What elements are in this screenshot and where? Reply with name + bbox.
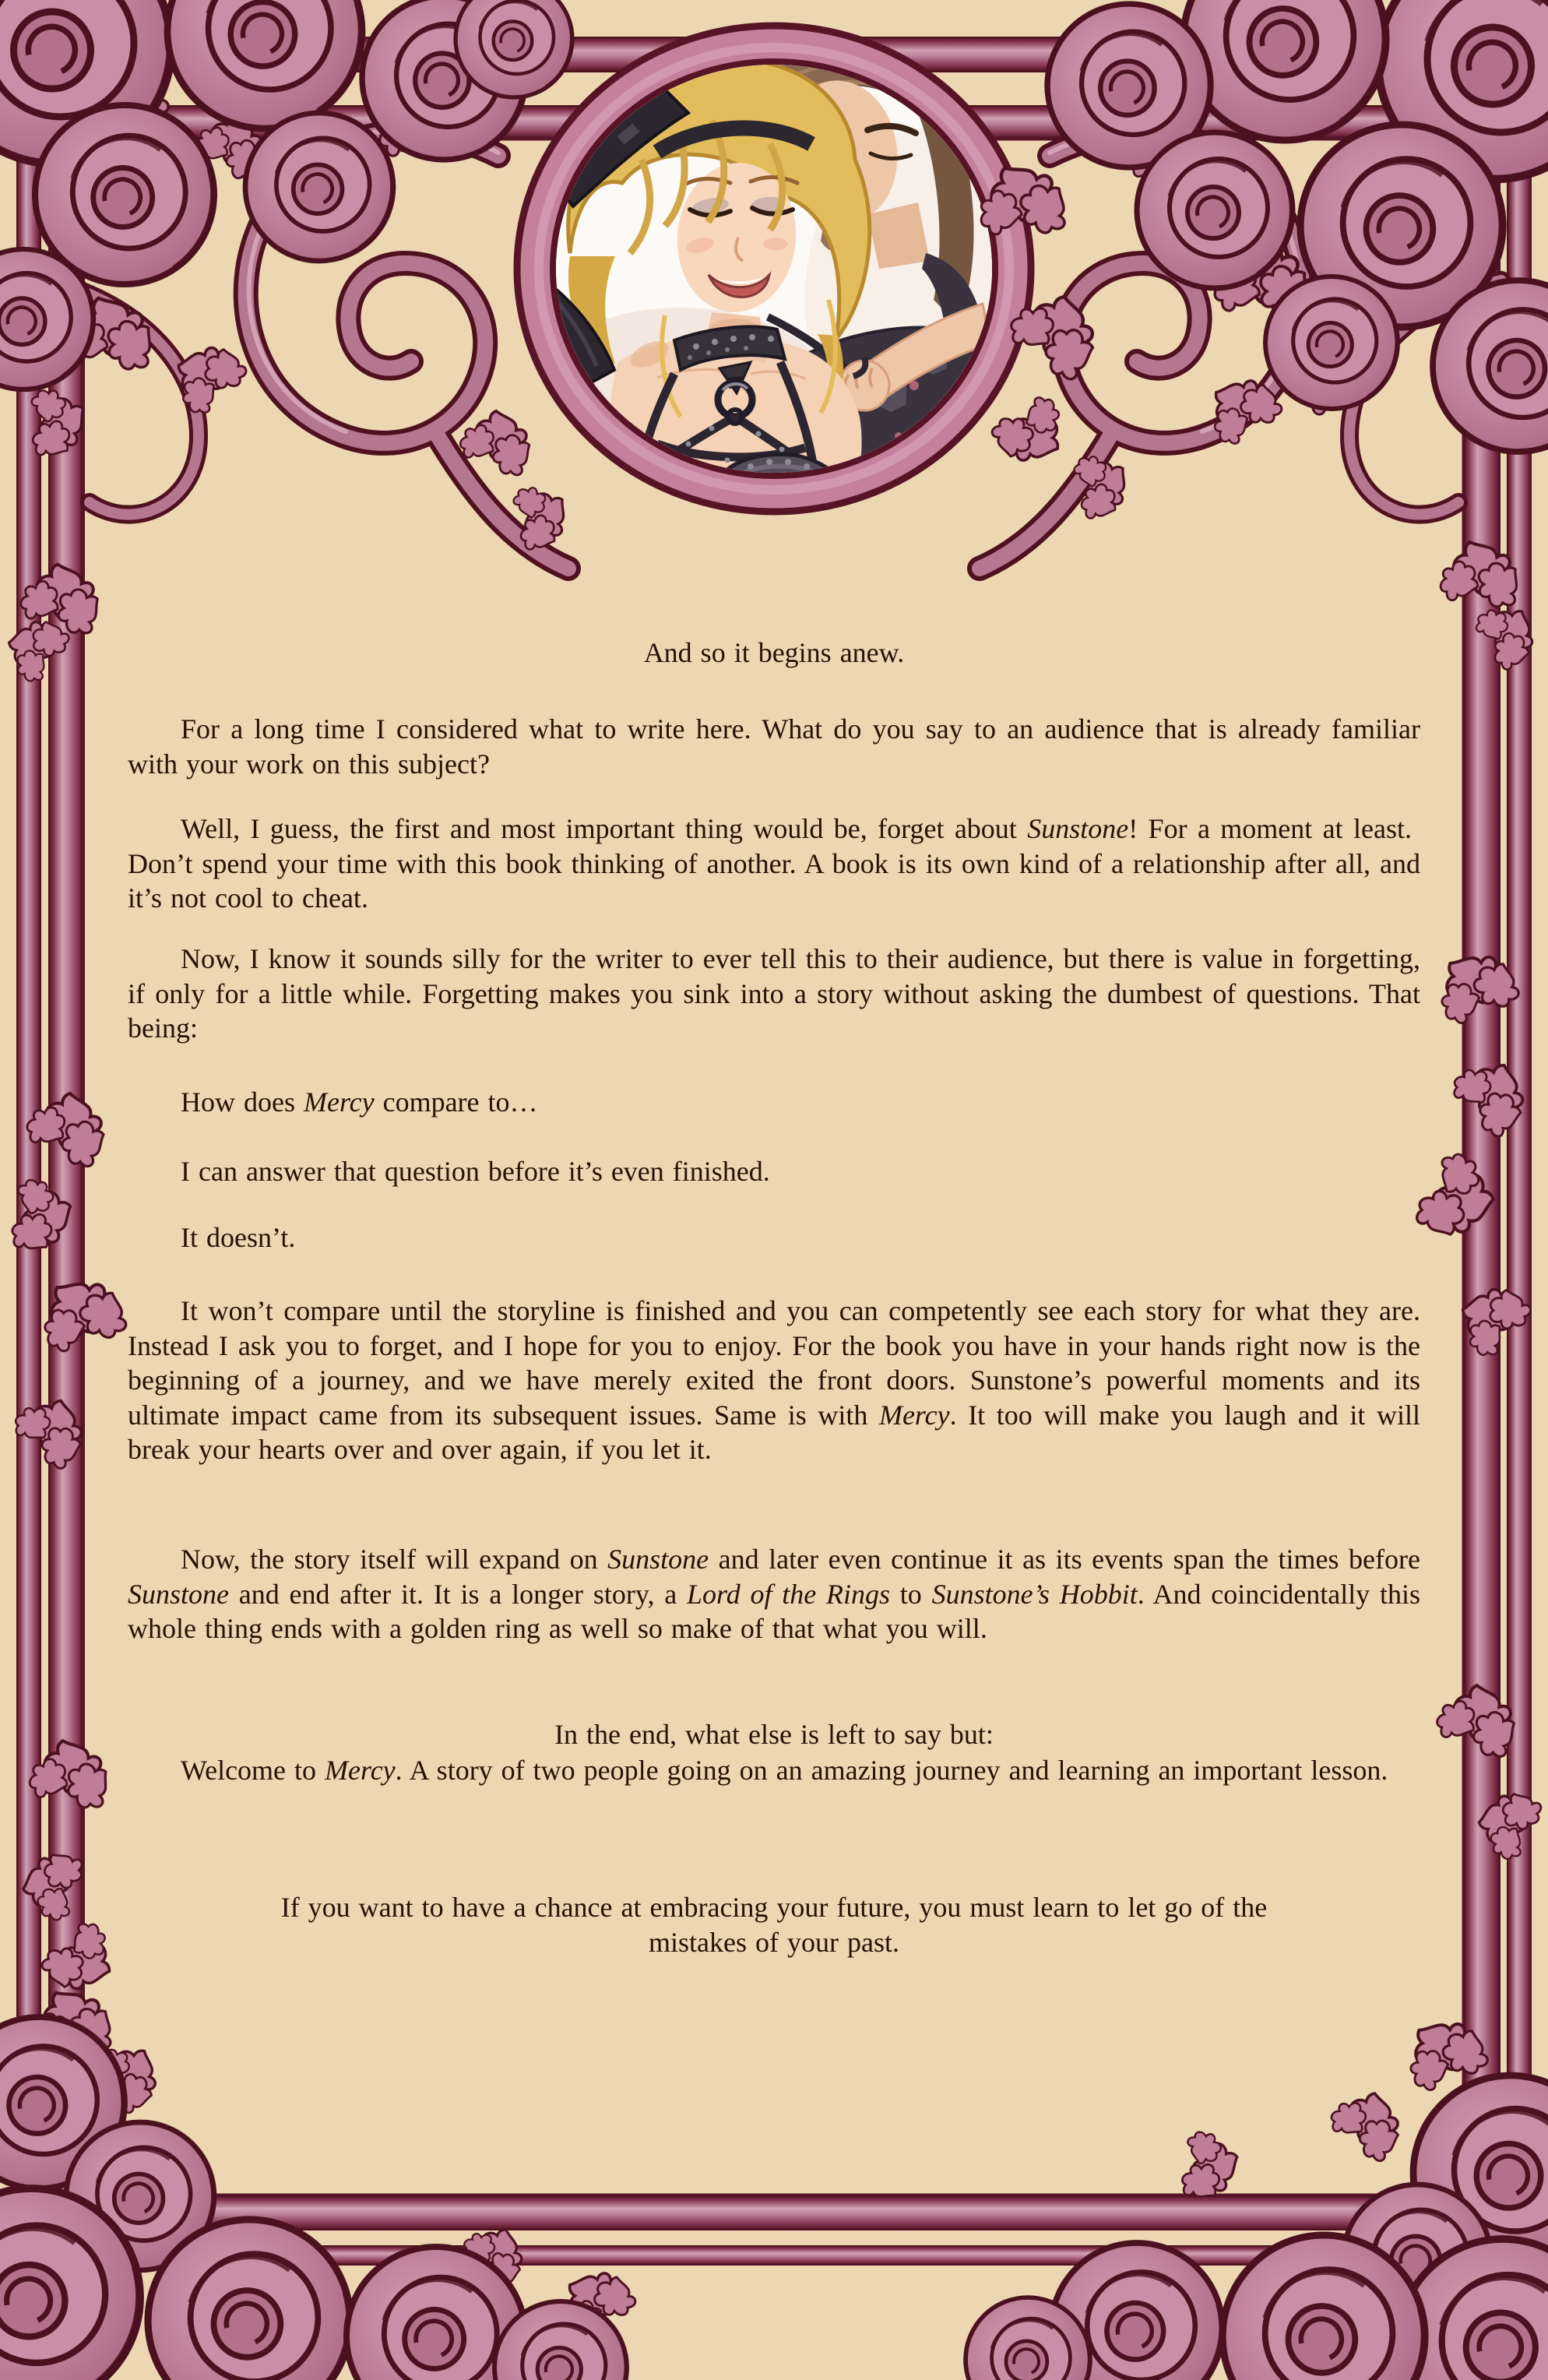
closing-intro-line: In the end, what else is left to say but: bbox=[554, 1719, 994, 1750]
paragraph-4: It won’t compare until the storyline is finished and you can competently see each story for what they are. Instead I ask you to forget, and I hope for you to enjoy. For the book you have in your hands right now is the beginning of a journey, and we have merely exited the front doors. Sunstone’s powerful moments and its ultimate impact came from its subsequent issues. Same is with Mercy. It too will make you laugh and it will break your hearts over and over again, if you let it. bbox=[128, 1295, 1421, 1465]
it-doesnt-line: It doesn’t. bbox=[181, 1222, 296, 1253]
answer-line: I can answer that question before it’s even finished. bbox=[181, 1156, 770, 1187]
epigraph: If you want to have a chance at embracing your future, you must learn to let go of the mistakes of your past. bbox=[280, 1892, 1268, 1958]
question-line: How does Mercy compare to… bbox=[181, 1086, 538, 1118]
paragraph-1: For a long time I considered what to write here. What do you say to an audience that is already familiar with your work on this subject? bbox=[128, 713, 1420, 780]
welcome-paragraph: Welcome to Mercy. A story of two people going on an amazing journey and learning an important lesson. bbox=[181, 1755, 1388, 1786]
paragraph-5: Now, the story itself will expand on Sunstone and later even continue it as its events span the times before Sunstone and end after it. It is a longer story, a Lord of the Rings to Sunstone’s Hobbit. And coincidentally this whole thing ends with a golden ring as well so make of that what you will. bbox=[128, 1544, 1420, 1644]
paragraph-2: Well, I guess, the first and most important thing would be, forget about Sunstone! For a moment at least. Don’t spend your time with this book thinking of another. A book is its own kind of a relationship after all, and it’s not cool to cheat. bbox=[128, 813, 1420, 914]
paragraph-3: Now, I know it sounds silly for the writer to ever tell this to their audience, but there is value in forgetting, if only for a little while. Forgetting makes you sink into a story without asking the dumbest of questions. That being: bbox=[128, 943, 1420, 1044]
heading: And so it begins anew. bbox=[643, 637, 905, 668]
